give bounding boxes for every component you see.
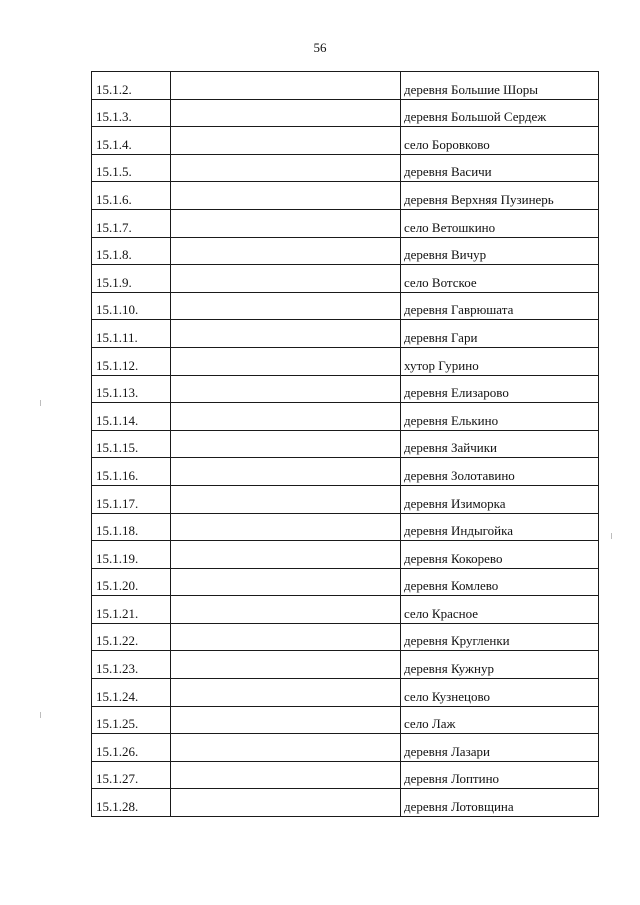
row-number-cell: 15.1.4. [92, 127, 171, 155]
row-number-cell: 15.1.7. [92, 209, 171, 237]
municipality-cell [171, 403, 401, 431]
table-row [92, 403, 599, 431]
settlement-name-cell: деревня Васичи [401, 154, 599, 182]
row-number-cell: 15.1.13. [92, 375, 171, 403]
row-number-cell: 15.1.15. [92, 430, 171, 458]
settlement-name-cell: деревня Гаврюшата [401, 292, 599, 320]
table-row [92, 127, 599, 155]
settlement-name-cell: деревня Лоптино [401, 761, 599, 789]
table-row [92, 209, 599, 237]
row-number-cell: 15.1.10. [92, 292, 171, 320]
settlement-name-cell: деревня Золотавино [401, 458, 599, 486]
table-row [92, 72, 599, 100]
settlement-name-cell: село Боровково [401, 127, 599, 155]
settlement-name-cell: деревня Индыгойка [401, 513, 599, 541]
municipality-cell [171, 458, 401, 486]
municipality-cell [171, 789, 401, 817]
settlement-name-cell: село Вотское [401, 265, 599, 293]
settlement-name-cell: деревня Елькино [401, 403, 599, 431]
settlement-name-cell: село Ветошкино [401, 209, 599, 237]
row-number-cell: 15.1.24. [92, 679, 171, 707]
row-number-cell: 15.1.21. [92, 596, 171, 624]
scan-speck [40, 712, 41, 718]
settlement-name-cell: деревня Лазари [401, 734, 599, 762]
municipality-cell [171, 485, 401, 513]
settlement-name-cell: деревня Большие Шоры [401, 72, 599, 100]
municipality-cell [171, 623, 401, 651]
row-number-cell: 15.1.19. [92, 541, 171, 569]
row-number-cell: 15.1.2. [92, 72, 171, 100]
settlement-name-cell: хутор Гурино [401, 347, 599, 375]
page-number: 56 [313, 40, 327, 55]
row-number-cell: 15.1.18. [92, 513, 171, 541]
table-row [92, 596, 599, 624]
settlements-table [91, 71, 599, 817]
municipality-cell [171, 568, 401, 596]
municipality-cell [171, 761, 401, 789]
table-row [92, 541, 599, 569]
row-number-cell: 15.1.9. [92, 265, 171, 293]
settlement-name-cell: деревня Лотовщина [401, 789, 599, 817]
table-row [92, 458, 599, 486]
settlement-name-cell: деревня Кужнур [401, 651, 599, 679]
settlements-table-body [92, 72, 599, 817]
table-row [92, 182, 599, 210]
row-number-cell: 15.1.25. [92, 706, 171, 734]
table-row [92, 651, 599, 679]
row-number-cell: 15.1.17. [92, 485, 171, 513]
table-row [92, 265, 599, 293]
scan-speck [40, 400, 41, 406]
municipality-cell [171, 651, 401, 679]
table-row [92, 320, 599, 348]
table-row [92, 789, 599, 817]
row-number-cell: 15.1.28. [92, 789, 171, 817]
row-number-cell: 15.1.5. [92, 154, 171, 182]
settlement-name-cell: деревня Верхняя Пузинерь [401, 182, 599, 210]
municipality-cell [171, 541, 401, 569]
row-number-cell: 15.1.20. [92, 568, 171, 596]
table-row [92, 679, 599, 707]
row-number-cell: 15.1.14. [92, 403, 171, 431]
row-number-cell: 15.1.26. [92, 734, 171, 762]
municipality-cell [171, 209, 401, 237]
municipality-cell [171, 347, 401, 375]
municipality-cell [171, 320, 401, 348]
table-row [92, 706, 599, 734]
settlement-name-cell: деревня Вичур [401, 237, 599, 265]
municipality-cell [171, 154, 401, 182]
municipality-cell [171, 99, 401, 127]
municipality-cell [171, 706, 401, 734]
scan-speck [611, 533, 612, 539]
table-row [92, 347, 599, 375]
table-row [92, 734, 599, 762]
table-row [92, 761, 599, 789]
settlement-name-cell: село Красное [401, 596, 599, 624]
settlement-name-cell: село Кузнецово [401, 679, 599, 707]
table-row [92, 430, 599, 458]
table-row [92, 237, 599, 265]
table-row [92, 513, 599, 541]
table-row [92, 485, 599, 513]
row-number-cell: 15.1.11. [92, 320, 171, 348]
municipality-cell [171, 292, 401, 320]
settlement-name-cell: деревня Кокорево [401, 541, 599, 569]
settlement-name-cell: деревня Зайчики [401, 430, 599, 458]
municipality-cell [171, 375, 401, 403]
municipality-cell [171, 265, 401, 293]
row-number-cell: 15.1.27. [92, 761, 171, 789]
row-number-cell: 15.1.6. [92, 182, 171, 210]
settlement-name-cell: деревня Кругленки [401, 623, 599, 651]
settlement-name-cell: деревня Комлево [401, 568, 599, 596]
table-row [92, 292, 599, 320]
row-number-cell: 15.1.22. [92, 623, 171, 651]
table-row [92, 99, 599, 127]
table-row [92, 375, 599, 403]
row-number-cell: 15.1.12. [92, 347, 171, 375]
municipality-cell [171, 734, 401, 762]
table-row [92, 568, 599, 596]
row-number-cell: 15.1.8. [92, 237, 171, 265]
municipality-cell [171, 679, 401, 707]
row-number-cell: 15.1.23. [92, 651, 171, 679]
table-row [92, 623, 599, 651]
municipality-cell [171, 430, 401, 458]
municipality-cell [171, 72, 401, 100]
municipality-cell [171, 127, 401, 155]
municipality-cell [171, 182, 401, 210]
settlement-name-cell: деревня Елизарово [401, 375, 599, 403]
settlement-name-cell: деревня Изиморка [401, 485, 599, 513]
row-number-cell: 15.1.3. [92, 99, 171, 127]
municipality-cell [171, 513, 401, 541]
municipality-cell [171, 237, 401, 265]
municipality-cell [171, 596, 401, 624]
settlement-name-cell: деревня Большой Сердеж [401, 99, 599, 127]
settlement-name-cell: деревня Гари [401, 320, 599, 348]
row-number-cell: 15.1.16. [92, 458, 171, 486]
table-row [92, 154, 599, 182]
settlement-name-cell: село Лаж [401, 706, 599, 734]
